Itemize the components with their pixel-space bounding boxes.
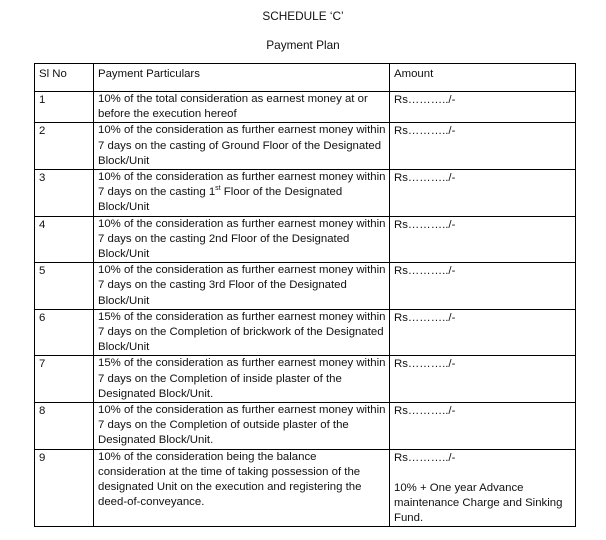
particulars-cell: 10% of the consideration as further earnest money within 7 days on the casting 2nd Floor of the Designated Block/Unit — [94, 216, 390, 263]
amount-value: Rs………../- — [394, 405, 456, 418]
table-header-row — [35, 64, 576, 92]
sl-no-cell: 9 — [35, 449, 94, 527]
column-header-sl-no: Sl No — [35, 64, 94, 92]
sl-no-cell: 1 — [35, 92, 94, 123]
table-row — [35, 356, 576, 403]
amount-cell — [390, 216, 576, 263]
amount-value: Rs………../- — [394, 94, 456, 106]
particulars-cell: 15% of the consideration as further earnest money within 7 days on the Completion of inside plaster of the Designated Block/Unit. — [94, 356, 390, 403]
sl-no-cell: 3 — [35, 170, 94, 217]
ordinal-superscript: st — [215, 185, 221, 193]
sl-no-cell: 8 — [35, 403, 94, 450]
amount-cell — [390, 170, 576, 217]
amount-value: Rs………../- — [394, 172, 456, 185]
table-row — [35, 309, 576, 356]
sl-no-cell: 4 — [35, 216, 94, 263]
amount-value: Rs………../- — [394, 451, 456, 464]
amount-cell — [390, 263, 576, 310]
payment-plan-subtitle: Payment Plan — [266, 38, 340, 52]
amount-cell — [390, 309, 576, 356]
table-row — [35, 403, 576, 450]
particulars-cell: 10% of the consideration as further earnest money within 7 days on the casting 3rd Floor of the Designated Block/Unit — [94, 263, 390, 310]
sl-no-cell: 6 — [35, 309, 94, 356]
table-row — [35, 123, 576, 170]
table-row — [35, 263, 576, 310]
sl-no-cell: 7 — [35, 356, 94, 403]
spacer — [394, 466, 572, 481]
amount-cell — [390, 356, 576, 403]
particulars-cell — [94, 170, 390, 217]
sl-no-cell: 5 — [35, 263, 94, 310]
amount-value: Rs………../- — [394, 358, 456, 371]
table-row — [35, 92, 576, 123]
amount-value: Rs………../- — [394, 265, 456, 278]
table-row — [35, 170, 576, 217]
particulars-cell: 10% of the total consideration as earnest money at or before the execution hereof — [94, 92, 390, 123]
particulars-cell: 15% of the consideration as further earnest money within 7 days on the Completion of brickwork of the Designated Block/Unit — [94, 309, 390, 356]
particulars-cell: 10% of the consideration as further earnest money within 7 days on the casting of Ground Floor of the Designated Block/Unit — [94, 123, 390, 170]
amount-cell — [390, 123, 576, 170]
particulars-text: Floor of the Designated Block/Unit — [98, 186, 343, 214]
amount-cell — [390, 449, 576, 527]
amount-value: Rs………../- — [394, 125, 456, 138]
table-row — [35, 216, 576, 263]
column-header-payment-particulars: Payment Particulars — [94, 64, 390, 92]
particulars-text: 10% of the consideration as further earnest money within 7 days on the casting 1 — [98, 171, 386, 199]
amount-note: 10% + One year Advance maintenance Charge and Sinking Fund. — [394, 481, 563, 525]
amount-value: Rs………../- — [394, 311, 456, 324]
amount-cell — [390, 92, 576, 123]
amount-value: Rs………../- — [394, 218, 456, 231]
particulars-cell: 10% of the consideration as further earnest money within 7 days on the Completion of outside plaster of the Designated Block/Unit. — [94, 403, 390, 450]
table-row — [35, 449, 576, 527]
particulars-cell: 10% of the consideration being the balance consideration at the time of taking possession of the designated Unit on the execution and registering the deed-of-conveyance. — [94, 449, 390, 527]
schedule-title: SCHEDULE ‘C’ — [262, 9, 344, 23]
sl-no-cell: 2 — [35, 123, 94, 170]
column-header-amount: Amount — [390, 64, 576, 92]
amount-cell — [390, 403, 576, 450]
payment-plan-table — [34, 63, 576, 527]
